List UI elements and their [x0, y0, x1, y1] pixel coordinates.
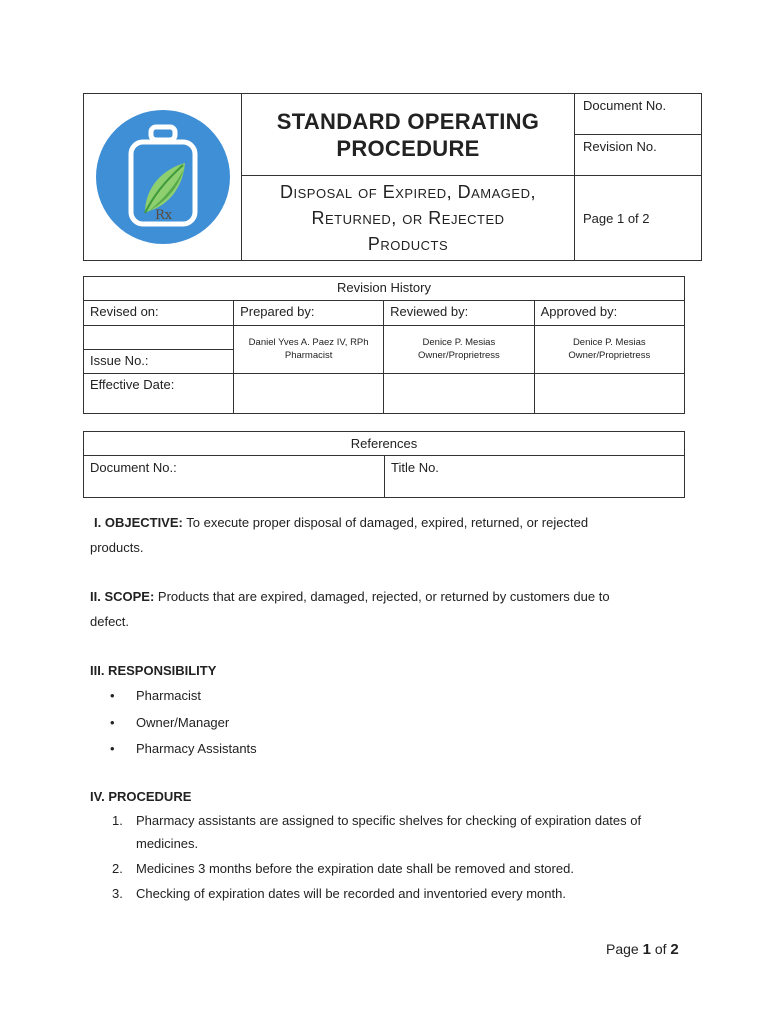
- bullet-icon: •: [110, 688, 115, 703]
- revised-on-value: [84, 326, 234, 350]
- step-text: Checking of expiration dates will be recorded and inventoried every month.: [136, 885, 566, 901]
- pharmacy-logo-icon: [93, 107, 233, 247]
- list-item: [112, 809, 680, 855]
- procedure-heading: IV. PROCEDURE: [90, 788, 192, 804]
- responsibility-item-label: Pharmacist: [136, 688, 202, 703]
- objective-paragraph: [90, 510, 680, 560]
- footer-page-word: Page: [606, 941, 639, 957]
- list-item: [110, 683, 680, 710]
- footer-page-current: 1: [642, 941, 651, 958]
- bullet-icon: •: [110, 741, 115, 756]
- col-approved-by: Approved by:: [534, 301, 684, 326]
- bullet-icon: •: [110, 714, 115, 730]
- approved-by-role: Owner/Proprietress: [568, 350, 651, 361]
- responsibility-item-label: Owner/Manager: [136, 714, 230, 730]
- step-number: 3.: [112, 885, 123, 901]
- logo-cell: [84, 94, 242, 261]
- revision-no-label: Revision No.: [575, 135, 702, 176]
- sop-title-line1: STANDARD OPERATING: [276, 108, 540, 134]
- step-number: 2.: [112, 860, 123, 876]
- effective-date-reviewed: [384, 374, 534, 414]
- scope-paragraph: [90, 584, 680, 634]
- responsibility-heading: III. RESPONSIBILITY: [90, 663, 217, 678]
- document-subject-line3: Products: [367, 234, 449, 254]
- col-reviewed-by: Reviewed by:: [384, 301, 534, 326]
- footer-page-total: 2: [670, 941, 679, 958]
- page-footer: [606, 941, 679, 958]
- objective-text-cont: products.: [90, 540, 144, 555]
- step-text: Pharmacy assistants are assigned to specific shelves for checking of expiration dates of: [136, 812, 642, 828]
- approved-by-cell: [534, 326, 684, 374]
- prepared-by-name: Daniel Yves A. Paez IV, RPh: [248, 337, 369, 348]
- effective-date-approved: [534, 374, 684, 414]
- page-count-label: Page 1 of 2: [575, 176, 702, 261]
- references-title: References: [84, 432, 685, 456]
- references-title-no-label: Title No.: [385, 456, 685, 498]
- list-item: [110, 710, 680, 737]
- revision-history-table: [83, 276, 685, 414]
- scope-heading: II. SCOPE:: [90, 589, 155, 604]
- reviewed-by-role: Owner/Proprietress: [417, 350, 500, 361]
- sop-body: [90, 510, 680, 907]
- list-item: [110, 736, 680, 763]
- responsibility-heading-paragraph: [90, 658, 680, 683]
- approved-by-name: Denice P. Mesias: [572, 337, 646, 348]
- effective-date-prepared: [234, 374, 384, 414]
- logo-rx-text: Rx: [154, 208, 172, 223]
- scope-text-cont: defect.: [90, 614, 130, 629]
- prepared-by-role: Pharmacist: [284, 350, 333, 361]
- step-number: 1.: [112, 812, 123, 828]
- objective-heading: I. OBJECTIVE:: [94, 515, 183, 530]
- document-subject-cell: [242, 176, 575, 261]
- document-subject-line1: Disposal of Expired, Damaged,: [280, 182, 536, 202]
- procedure-heading-paragraph: [90, 784, 680, 809]
- col-revised-on: Revised on:: [84, 301, 234, 326]
- step-text-cont: medicines.: [136, 835, 199, 851]
- document-subject-line2: Returned, or Rejected: [311, 208, 505, 228]
- responsibility-item-label: Pharmacy Assistants: [136, 741, 257, 756]
- step-text: Medicines 3 months before the expiration date shall be removed and stored.: [136, 860, 574, 876]
- revision-history-title: Revision History: [84, 277, 685, 301]
- col-prepared-by: Prepared by:: [234, 301, 384, 326]
- references-document-no-label: Document No.:: [84, 456, 385, 498]
- reviewed-by-cell: [384, 326, 534, 374]
- list-item: [112, 857, 680, 880]
- sop-title-cell: [242, 94, 575, 176]
- prepared-by-cell: [234, 326, 384, 374]
- issue-no-label: Issue No.:: [84, 350, 234, 374]
- list-item: [112, 882, 680, 905]
- objective-text: To execute proper disposal of damaged, expired, returned, or rejected: [186, 515, 589, 530]
- procedure-list: [90, 809, 680, 905]
- scope-text: Products that are expired, damaged, rejected, or returned by customers due to: [157, 589, 610, 604]
- document-no-label: Document No.: [575, 94, 702, 135]
- footer-of-word: of: [654, 941, 667, 957]
- reviewed-by-name: Denice P. Mesias: [422, 337, 496, 348]
- responsibility-list: [90, 683, 680, 763]
- sop-header: [83, 93, 702, 261]
- effective-date-label: Effective Date:: [84, 374, 234, 414]
- references-table: [83, 431, 685, 498]
- sop-title-line2: PROCEDURE: [336, 135, 480, 161]
